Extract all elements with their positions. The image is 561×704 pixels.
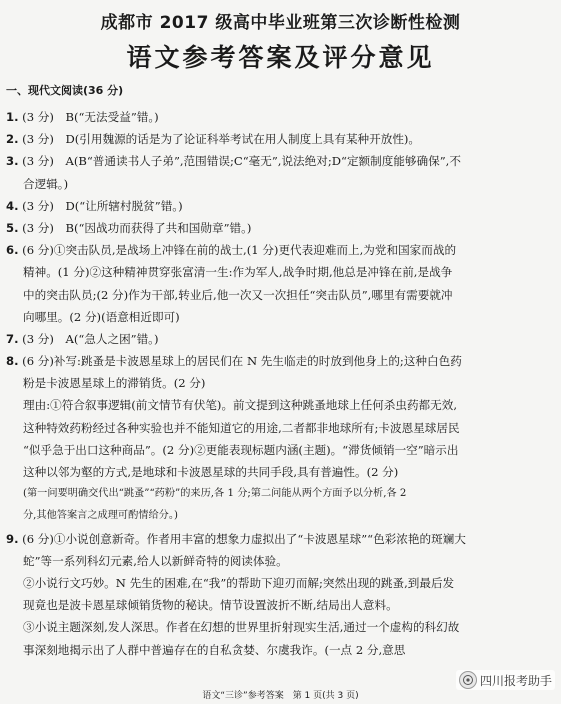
answer-text: 分,其他答案言之成理可酌情给分。) bbox=[23, 510, 178, 522]
answer-item bbox=[6, 128, 554, 150]
answer-body bbox=[6, 106, 554, 661]
exam-title: 成都市 2017 级高中毕业班第三次诊断性检测 bbox=[100, 13, 461, 33]
answer-text: “似乎急于出口这种商品”。(2 分)②更能表现标题内涵(主题)。“滞货倾销一空”暗示出 bbox=[23, 442, 459, 457]
answer-line bbox=[6, 505, 554, 527]
answer-text: 现竟也是波卡恩星球倾销货物的秘诀。情节设置波折不断,结局出人意料。 bbox=[23, 598, 398, 613]
answer-line bbox=[6, 394, 554, 416]
answer-text: 粉是卡波恩星球上的滞销货。(2 分) bbox=[23, 376, 206, 391]
answer-item bbox=[6, 350, 554, 372]
answer-line bbox=[6, 639, 554, 661]
answer-item bbox=[6, 239, 554, 261]
answer-item bbox=[6, 217, 554, 239]
answer-text: (3 分) B(“因战功而获得了共和国勋章”错。) bbox=[22, 220, 252, 235]
answer-line bbox=[6, 173, 554, 195]
watermark bbox=[456, 670, 555, 690]
answer-text: (3 分) B(“无法受益”错。) bbox=[22, 110, 159, 124]
answer-line bbox=[6, 572, 554, 594]
answer-text: (3 分) D(“让所辖村脱贫”错。) bbox=[22, 198, 183, 213]
item-number: 3. bbox=[6, 154, 19, 169]
answer-text: 蛇”等一系列科幻元素,给人以新鲜奇特的阅读体验。 bbox=[23, 553, 288, 568]
item-number: 4. bbox=[6, 198, 19, 213]
answer-line bbox=[6, 483, 554, 505]
answer-line bbox=[6, 616, 554, 638]
item-number: 9. bbox=[6, 531, 19, 546]
answer-text: 这种特效药粉经过各种实验也并不能知道它的用途,二者都非地球所有;卡波恩星球居民 bbox=[23, 420, 460, 435]
watermark-text: 四川报考助手 bbox=[479, 673, 552, 688]
answer-line bbox=[6, 261, 554, 283]
item-number: 6. bbox=[6, 243, 19, 258]
answer-line bbox=[6, 439, 554, 461]
answer-text: (3 分) A(“急人之困”错。) bbox=[22, 331, 159, 346]
wechat-public-account-icon bbox=[459, 671, 477, 689]
answer-text: 中的突击队员;(2 分)作为干部,转业后,他一次又一次担任“突击队员”,哪里有需要就冲 bbox=[23, 287, 453, 302]
answer-text: (3 分) A(B“普通读书人子弟”,范围错误;C“毫无”,说法绝对;D“定额制度能够确保”,不 bbox=[22, 154, 461, 169]
answer-text: 精神。(1 分)②这种精神贯穿张富清一生:作为军人,战争时期,他总是冲锋在前,是战争 bbox=[23, 265, 453, 280]
answer-text: (第一问要明确交代出“跳蚤”“药粉”的来历,各 1 分;第二问能从两个方面予以分析,各 2 bbox=[23, 488, 407, 500]
answer-text: (6 分)①小说创意新奇。作者用丰富的想象力虚拟出了“卡波恩星球”“色彩浓艳的斑斓大 bbox=[22, 531, 466, 546]
answer-item bbox=[6, 328, 554, 350]
answer-text: 事深刻地揭示出了人群中普遍存在的自私贪婪、尔虞我诈。(一点 2 分,意思 bbox=[23, 642, 406, 657]
item-number: 7. bbox=[6, 331, 19, 346]
answer-line bbox=[6, 306, 554, 328]
answer-text: 这种以邻为壑的方式,是地球和卡波恩星球的共同手段,具有普遍性。(2 分) bbox=[23, 465, 399, 479]
answer-item bbox=[6, 106, 554, 128]
answer-text: (3 分) D(引用魏源的话是为了论证科举考试在用人制度上具有某种开放性)。 bbox=[22, 132, 421, 147]
answer-text: 合逻辑。) bbox=[23, 176, 69, 191]
page-footer: 语文“三诊”参考答案 第 1 页(共 3 页) bbox=[202, 691, 359, 701]
answer-item bbox=[6, 150, 554, 172]
document-title: 语文参考答案及评分意见 bbox=[126, 43, 435, 72]
answer-text: (6 分)①突击队员,是战场上冲锋在前的战士,(1 分)更代表迎难而上,为党和国家而战的 bbox=[22, 243, 457, 258]
item-number: 2. bbox=[6, 132, 19, 147]
answer-text: ②小说行文巧妙。N 先生的困难,在“我”的帮助下迎刃而解;突然出现的跳蚤,到最后发 bbox=[23, 575, 455, 590]
answer-item bbox=[6, 195, 554, 217]
answer-line bbox=[6, 461, 554, 483]
answer-line bbox=[6, 417, 554, 439]
answer-text: (6 分)补写:跳蚤是卡波恩星球上的居民们在 N 先生临走的时放到他身上的;这种白色药 bbox=[22, 354, 462, 369]
answer-line bbox=[6, 550, 554, 572]
answer-text: ③小说主题深刻,发人深思。作者在幻想的世界里折射现实生活,通过一个虚构的科幻故 bbox=[23, 620, 460, 635]
item-number: 5. bbox=[6, 220, 19, 235]
answer-text: 向哪里。(2 分)(语意相近即可) bbox=[23, 309, 180, 324]
answer-line bbox=[6, 594, 554, 616]
answer-line bbox=[6, 284, 554, 306]
item-number: 1. bbox=[6, 110, 19, 124]
answer-line bbox=[6, 372, 554, 394]
answer-item bbox=[6, 528, 554, 550]
section-heading: 一、现代文阅读(36 分) bbox=[6, 84, 124, 97]
answer-text: 理由:①符合叙事逻辑(前文情节有伏笔)。前文提到这种跳蚤地球上任何杀虫药都无效, bbox=[23, 398, 458, 413]
item-number: 8. bbox=[6, 354, 19, 369]
